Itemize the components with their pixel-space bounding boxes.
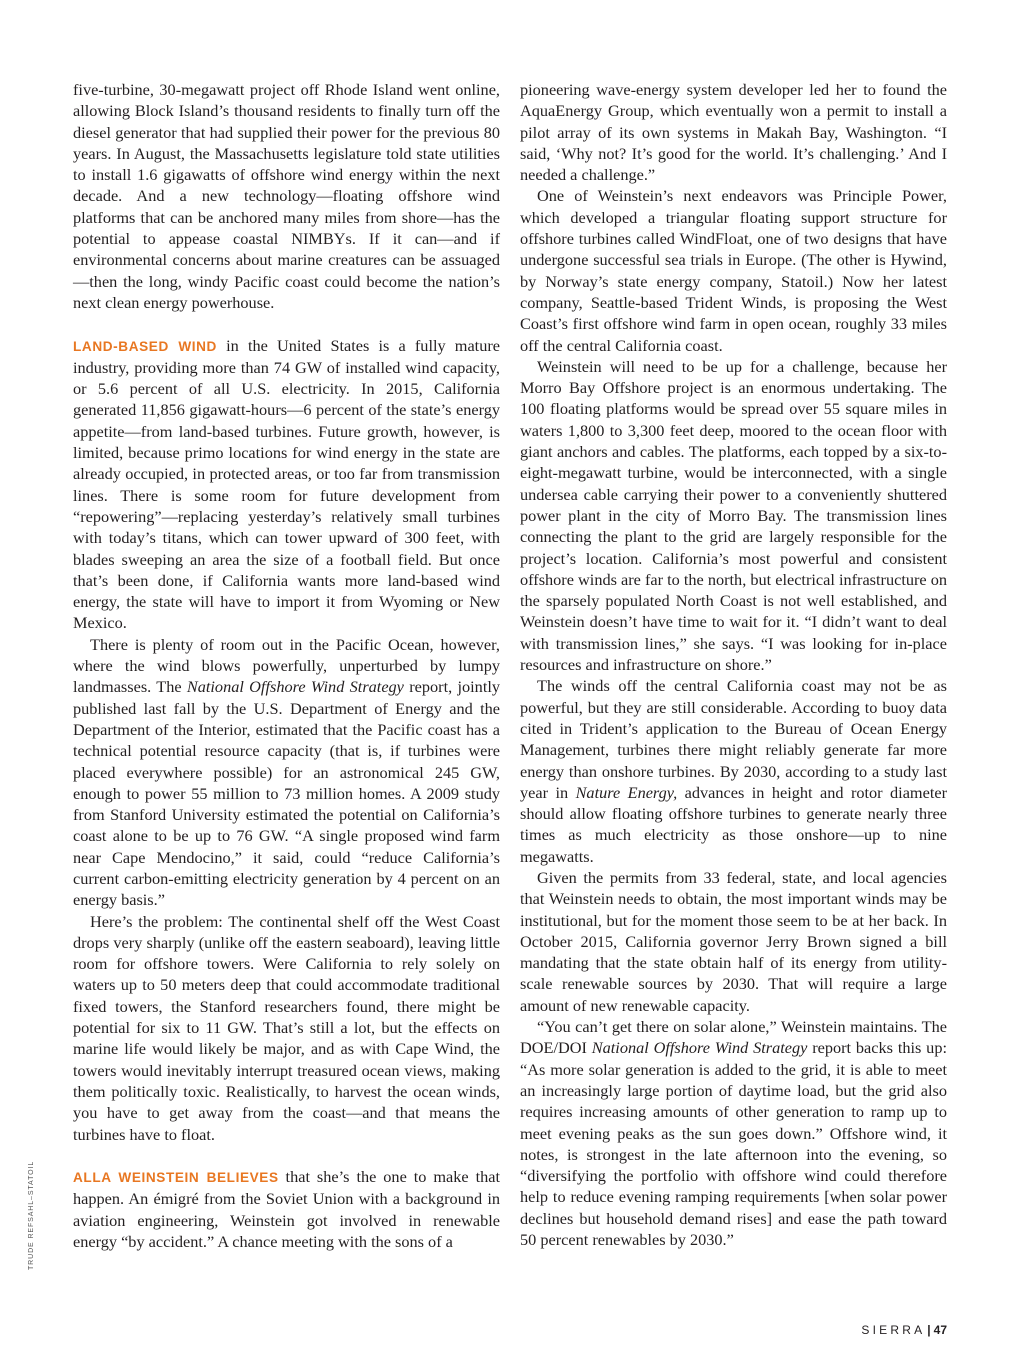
paragraph: “You can’t get there on solar alone,” Weinstein maintains. The DOE/DOI National Offshore Wind Strategy report backs this up: “As more solar generation is added to the grid, it is able to meet an increasingly large portion of daytime load, but the grid also requires increasing amounts of other generation to ramp up to meet evening peaks as the sun goes down.” Offshore wind, it notes, is strongest in the late afternoon into the evening, so “diversifying the portfolio with offshore wind could therefore help to reduce evening ramping requirements [when solar power declines but household demand rises] and ease the path toward 50 percent renewables by 2030.” xyxy=(520,1017,947,1250)
page-footer xyxy=(861,1323,947,1337)
paragraph: The winds off the central California coast may not be as powerful, but they are still considerable. According to buoy data cited in Trident’s application to the Bureau of Ocean Energy Management, turbines there might reliably generate far more energy than onshore turbines. By 2030, according to a study last year in Nature Energy, advances in height and rotor diameter should allow floating offshore turbines to generate nearly three times as much electricity as those onshore—up to nine megawatts. xyxy=(520,676,947,866)
paragraph: five-turbine, 30-megawatt project off Rhode Island went online, allowing Block Island’s thousand residents to finally turn off the diesel generator that had supplied their power for the previous 80 years. In August, the Massachusetts legislature told state utilities to install 1.6 gigawatts of offshore wind energy within the next decade. And a new technology—floating offshore wind platforms that can be anchored many miles from shore—has the potential to appease coastal NIMBYs. If it can—and if environmental concerns about marine creatures can be assuaged—then the long, windy Pacific coast could become the nation’s next clean energy powerhouse. xyxy=(73,80,501,312)
magazine-name: SIERRA xyxy=(861,1323,926,1337)
paragraph: pioneering wave-energy system developer led her to found the AquaEnergy Group, which eventually won a permit to install a pilot array of its own systems in Makah Bay, Washington. “I said, ‘Why not? It’s good for the world. It’s challenging.’ And I needed a challenge.” xyxy=(520,80,947,185)
section-lead-in: ALLA WEINSTEIN BELIEVES xyxy=(73,1170,279,1186)
section-paragraph-alla-weinstein: ALLA WEINSTEIN BELIEVES that she’s the one to make that happen. An émigré from the Soviet Union with a background in aviation engineering, Weinstein got involved in renewable energy “by accident.” A chance meeting with the sons of a xyxy=(73,1167,500,1252)
section-lead-in: LAND-BASED WIND xyxy=(73,338,217,354)
agency-acronym: DOE/DOI xyxy=(520,1038,587,1058)
section-paragraph-land-based-wind: LAND-BASED WIND in the United States is a fully mature industry, providing more than 74 GW of installed wind capacity, or 5.6 percent of all U.S. electricity. In 2015, California generated 11,856 gigawatt-hours—6 percent of the state’s energy appetite—from land-based turbines. Future growth, however, is limited, because primo locations for wind energy in the state are already occupied, in protected areas, or too far from transmission lines. There is some room for future development from “repowering”—replacing yesterday’s relatively small turbines with today’s titans, which can tower upward of 300 feet, with blades sweeping an area the size of a football field. But once that’s been done, if California wants more land-based wind energy, the state will have to import it from Wyoming or New Mexico. xyxy=(73,335,500,633)
journal-title: Nature Energy, xyxy=(575,782,678,802)
paragraph: Here’s the problem: The continental shelf off the West Coast drops very sharply (unlike off the eastern seaboard), leaving little room for offshore towers. Were California to rely solely on waters up to 50 meters deep that could accommodate traditional fixed towers, the Stanford researchers found, there might be potential for six to 11 GW. That’s still a lot, but the effects on marine life would likely be major, and as with Cape Wind, the towers would inevitably interrupt treasured ocean views, making them politically toxic. Realistically, to harvest the ocean winds, you have to get away from the coast—and that means the turbines have to float. xyxy=(73,911,500,1144)
right-column xyxy=(520,79,947,1250)
page-number: 47 xyxy=(933,1323,947,1337)
report-title: National Offshore Wind Strategy xyxy=(186,677,404,697)
photo-credit: TRUDE REFSAHL–STATOIL xyxy=(28,1160,35,1270)
paragraph: One of Weinstein’s next endeavors was Principle Power, which developed a triangular floating support structure for offshore turbines called WindFloat, one of two designs that have undergone successful sea trials in Europe. (The other is Hywind, by Norway’s state energy company, Statoil.) Now her latest company, Seattle-based Trident Winds, is proposing the West Coast’s first offshore wind farm in open ocean, roughly 33 miles off the central California coast. xyxy=(520,186,947,355)
nimby-acronym: NIMBY xyxy=(291,229,346,249)
report-title: National Offshore Wind Strategy xyxy=(591,1038,808,1058)
left-column xyxy=(73,79,500,1252)
footer-separator: | xyxy=(927,1323,931,1337)
paragraph: There is plenty of room out in the Pacific Ocean, however, where the wind blows powerfully, unperturbed by lumpy landmasses. The National Offshore Wind Strategy report, jointly published last fall by the U.S. Department of Energy and the Department of the Interior, estimated that the Pacific coast has a technical potential resource capacity (that is, if turbines were placed everywhere possible) for an astronomical 245 GW, enough to power 55 million to 73 million homes. A 2009 study from Stanford University estimated the potential on California’s coast alone to be up to 76 GW. “A single proposed wind farm near Cape Mendocino,” it said, could “reduce California’s current carbon-emitting electricity generation by 4 percent on an energy basis.” xyxy=(73,634,501,910)
paragraph: Weinstein will need to be up for a challenge, because her Morro Bay Offshore project is an enormous undertaking. The 100 floating platforms would be spread over 55 square miles in waters 1,800 to 3,300 feet deep, moored to the ocean floor with giant anchors and cables. The platforms, each topped by a six-to-eight-megawatt turbine, would be interconnected, with a single undersea cable carrying their power to a conveniently shuttered power plant in the city of Morro Bay. The transmission lines connecting the plant to the grid are largely responsible for the project’s location. California’s most powerful and consistent offshore winds are far to the north, but electrical infrastructure on the sparsely populated North Coast is not well established, and Weinstein doesn’t have time to wait for it. “I didn’t want to deal with transmission lines,” she says. “I was looking for in-place resources and infrastructure on shore.” xyxy=(520,356,947,675)
paragraph: Given the permits from 33 federal, state, and local agencies that Weinstein needs to obtain, the most important winds may be institutional, but for the moment those seem to be at her back. In October 2015, California governor Jerry Brown signed a bill mandating that the state obtain half of its energy from utility-scale renewable sources by 2030. That will require a large amount of new renewable capacity. xyxy=(520,867,947,1015)
